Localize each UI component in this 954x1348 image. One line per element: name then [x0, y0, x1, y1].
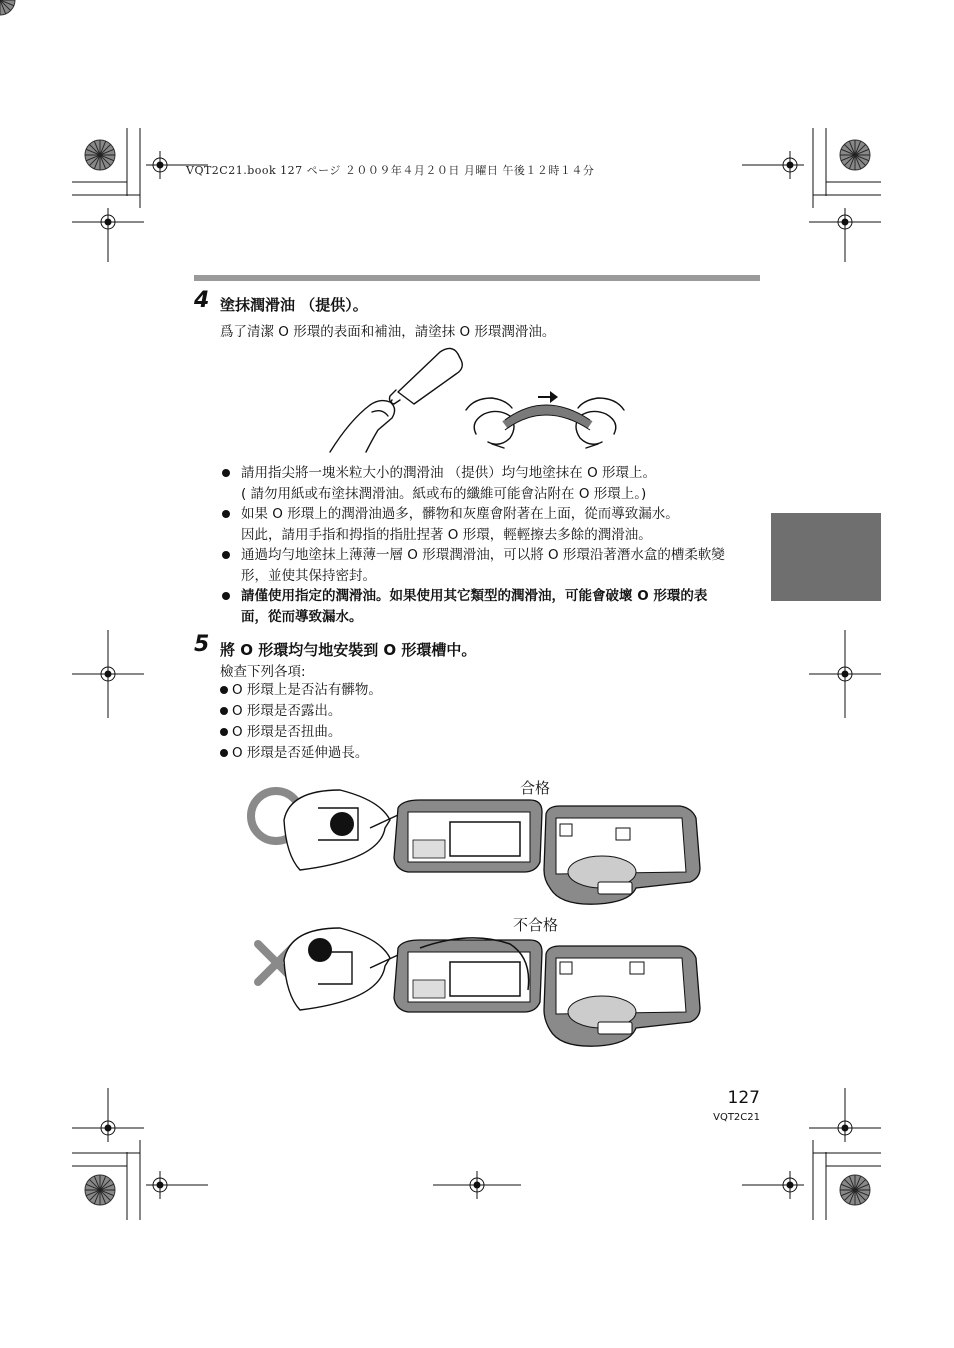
- check-heading: 檢查下列各項:: [220, 664, 306, 680]
- label-fail: 不合格: [513, 916, 559, 934]
- bullet-text: 請用指尖將一塊米粒大小的潤滑油 （提供）均勻地塗抹在 O 形環上。: [241, 465, 656, 481]
- step-4-intro: 爲了清潔 O 形環的表面和補油，請塗抹 O 形環潤滑油。: [220, 324, 556, 340]
- bullet-text: 面，從而導致漏水。: [241, 608, 363, 625]
- bullet-text: 如果 O 形環上的潤滑油過多，髒物和灰塵會附著在上面，從而導致漏水。: [241, 506, 679, 522]
- bullet-text: 請僅使用指定的潤滑油。如果使用其它類型的潤滑油，可能會破壞 O 形環的表: [241, 588, 708, 604]
- step-5-title: 將 O 形環均勻地安裝到 O 形環槽中。: [220, 641, 477, 659]
- bullet-text: 形，並使其保持密封。: [241, 567, 376, 584]
- page-number: 127: [727, 1088, 760, 1108]
- list-item: O 形環是否延伸過長。: [220, 743, 382, 764]
- step-4-number: 4: [194, 288, 210, 313]
- list-item: O 形環上是否沾有髒物。: [220, 680, 382, 701]
- bullet-text: ( 請勿用紙或布塗抹潤滑油。紙或布的纖維可能會沾附在 O 形環上。): [241, 485, 647, 502]
- fail-illustration: [258, 928, 700, 1046]
- document-code: VQT2C21: [713, 1112, 760, 1123]
- label-pass: 合格: [520, 779, 551, 797]
- bullet-text: 因此，請用手指和拇指的指肚捏著 O 形環，輕輕擦去多餘的潤滑油。: [241, 526, 652, 543]
- list-item: O 形環是否扭曲。: [220, 722, 382, 743]
- step-4-title: 塗抹潤滑油 （提供）。: [220, 296, 368, 314]
- bullet-text: 通過均勻地塗抹上薄薄一層 O 形環潤滑油，可以將 O 形環沿著潛水盒的槽柔軟變: [241, 547, 725, 563]
- pass-illustration: [251, 790, 700, 904]
- print-info-header: VQT2C21.book 127 ページ ２００９年４月２０日 月曜日 午後１２時１４分: [186, 164, 595, 177]
- step-5-number: 5: [194, 632, 210, 657]
- list-item: O 形環是否露出。: [220, 701, 382, 722]
